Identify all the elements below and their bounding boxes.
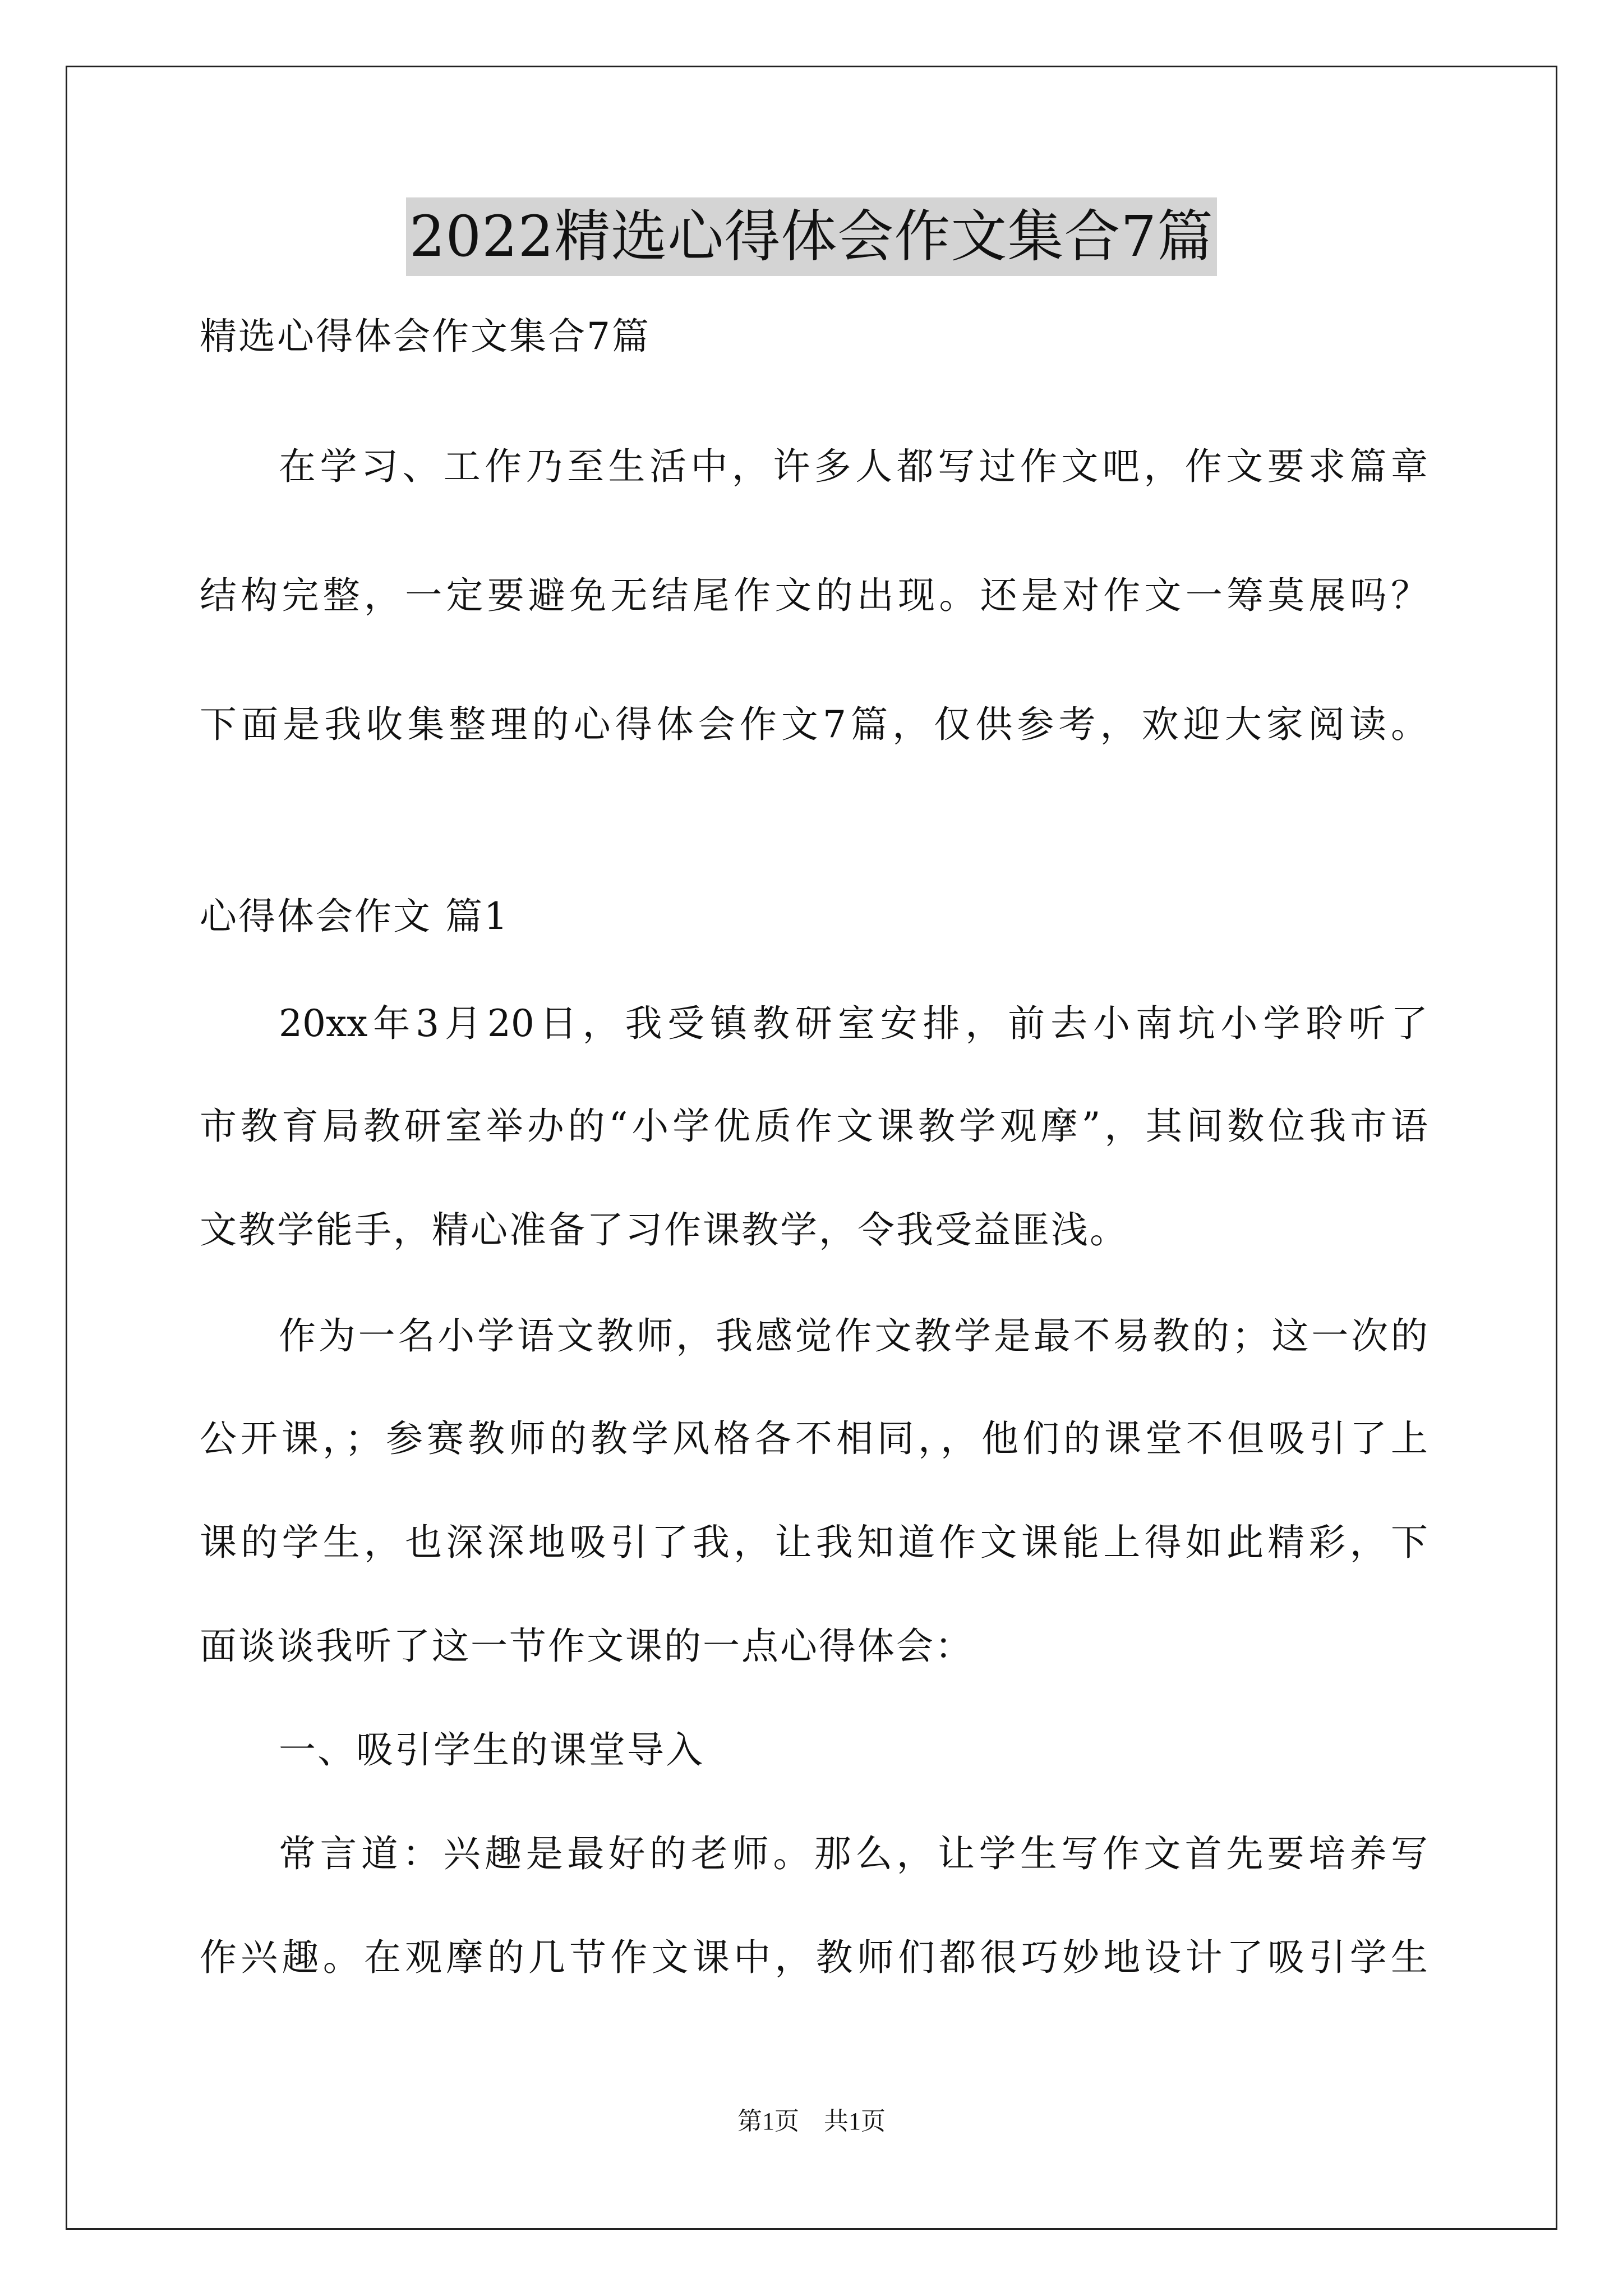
para2-line-1: 作为一名小学语文教师，我感觉作文教学是最不易教的；这一次的 [279, 1314, 1428, 1358]
para2-line-2: 公开课，；参赛教师的教学风格各不相同，，他们的课堂不但吸引了上 [200, 1417, 1428, 1460]
para1-line-2: 市教育局教研室举办的“小学优质作文课教学观摩”，其间数位我市语 [200, 1105, 1428, 1148]
para3-line-1: 常言道：兴趣是最好的老师。那么，让学生写作文首先要培养写 [279, 1832, 1428, 1875]
section-heading: 心得体会作文 篇1 [200, 895, 509, 938]
point1-heading: 一、吸引学生的课堂导入 [279, 1728, 704, 1772]
title-wrap [0, 197, 1623, 276]
intro-line-2: 结构完整，一定要避免无结尾作文的出现。还是对作文一筹莫展吗？ [200, 574, 1428, 617]
subtitle: 精选心得体会作文集合7篇 [200, 315, 651, 358]
intro-line-3: 下面是我收集整理的心得体会作文7篇，仅供参考，欢迎大家阅读。 [200, 703, 1428, 746]
document-title: 2022精选心得体会作文集合7篇 [406, 197, 1217, 276]
page-footer: 第1页 共1页 [737, 2108, 886, 2135]
para1-line-3: 文教学能手，精心准备了习作课教学，令我受益匪浅。 [200, 1208, 1128, 1251]
para3-line-2: 作兴趣。在观摩的几节作文课中，教师们都很巧妙地设计了吸引学生 [200, 1936, 1428, 1979]
intro-line-1: 在学习、工作乃至生活中，许多人都写过作文吧，作文要求篇章 [279, 445, 1428, 488]
para2-line-3: 课的学生，也深深地吸引了我，让我知道作文课能上得如此精彩，下 [200, 1521, 1428, 1564]
para2-line-4: 面谈谈我听了这一节作文课的一点心得体会： [200, 1625, 974, 1668]
para1-line-1: 20xx年3月20日，我受镇教研室安排，前去小南坑小学聆听了 [279, 1002, 1428, 1045]
